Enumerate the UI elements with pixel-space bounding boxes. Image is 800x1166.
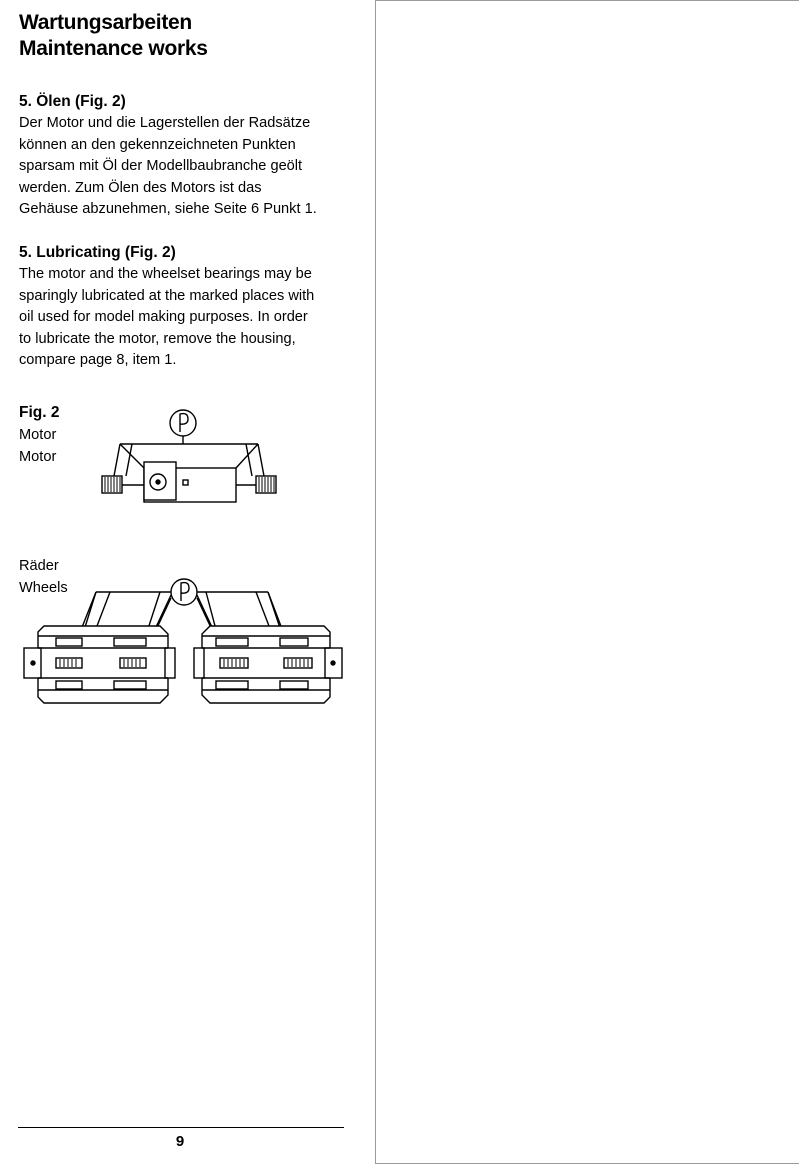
oil-symbol-icon bbox=[171, 579, 197, 605]
footer-divider bbox=[18, 1127, 344, 1128]
motor-label-english: Motor bbox=[19, 449, 57, 465]
wheels-label-english: Wheels bbox=[19, 580, 68, 596]
wheels-diagram bbox=[24, 579, 342, 703]
text-line: Der Motor und die Lagerstellen der Radsätze bbox=[19, 115, 311, 131]
figure-number: Fig. 2 bbox=[19, 404, 60, 421]
text-line: sparingly lubricated at the marked places with bbox=[19, 287, 315, 304]
text-line: oil used for model making purposes. In order bbox=[19, 309, 308, 325]
blank-right-page bbox=[375, 0, 799, 1164]
text-line: sparsam mit Öl der Modellbaubranche geölt bbox=[19, 158, 303, 174]
text-line: to lubricate the motor, remove the housing, bbox=[19, 330, 296, 347]
text-line: The motor and the wheelset bearings may be bbox=[19, 266, 312, 282]
title-german: Wartungsarbeiten bbox=[19, 11, 192, 34]
motor-label-german: Motor bbox=[19, 427, 57, 443]
right-bogie bbox=[194, 626, 342, 703]
text-line: werden. Zum Ölen des Motors ist das bbox=[19, 179, 262, 196]
text-line: können an den gekennzeichneten Punkten bbox=[19, 136, 296, 153]
wheels-label-german: Räder bbox=[19, 558, 59, 574]
section-heading-english: 5. Lubricating (Fig. 2) bbox=[19, 244, 176, 261]
text-line: Gehäuse abzunehmen, siehe Seite 6 Punkt 1. bbox=[19, 201, 317, 217]
page-number: 9 bbox=[175, 1133, 185, 1150]
figure-2-illustration bbox=[0, 0, 375, 720]
title-english: Maintenance works bbox=[19, 37, 208, 60]
text-line: compare page 8, item 1. bbox=[19, 352, 177, 368]
left-bogie bbox=[24, 626, 175, 703]
section-heading-german: 5. Ölen (Fig. 2) bbox=[19, 93, 126, 110]
oil-symbol-icon bbox=[170, 410, 196, 436]
motor-diagram bbox=[102, 410, 276, 502]
left-column bbox=[0, 0, 375, 1166]
